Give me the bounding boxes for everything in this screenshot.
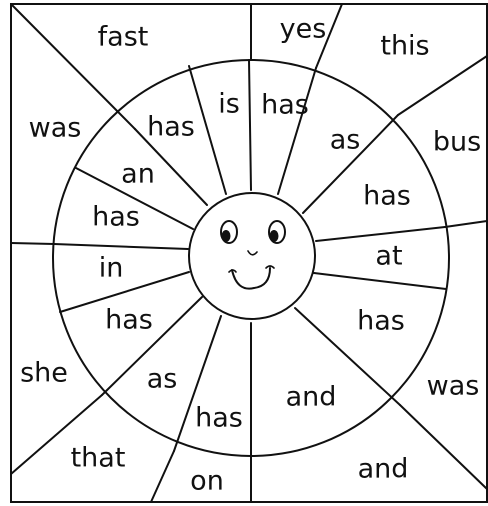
word-as: as	[146, 363, 178, 395]
left-pupil	[222, 230, 231, 242]
word-this: this	[380, 30, 430, 62]
word-that: that	[70, 442, 126, 474]
word-was: was	[28, 112, 82, 144]
word-on: on	[190, 465, 224, 497]
smile	[232, 268, 270, 289]
word-was: was	[426, 370, 480, 402]
word-yes: yes	[279, 13, 327, 45]
word-at: at	[375, 240, 403, 272]
word-bus: bus	[432, 126, 482, 158]
word-has: has	[195, 402, 243, 434]
ray-bottom-left-1	[151, 451, 174, 502]
ray-left	[11, 243, 54, 244]
inner-ray-2	[249, 60, 251, 190]
word-as: as	[329, 124, 361, 156]
word-fast: fast	[97, 21, 149, 53]
ray-right-upper	[445, 221, 487, 227]
ray-bottom-right	[400, 405, 487, 489]
word-an: an	[121, 158, 155, 190]
word-has: has	[147, 111, 195, 143]
word-is: is	[218, 88, 240, 120]
inner-ray-12	[54, 244, 188, 249]
word-she: she	[20, 357, 68, 389]
ray-top-right-2	[398, 56, 487, 115]
word-and: and	[285, 381, 337, 413]
word-has: has	[357, 305, 405, 337]
nose	[248, 251, 257, 255]
right-pupil	[270, 230, 279, 242]
word-has: has	[105, 304, 153, 336]
smiley-face-icon	[189, 193, 315, 319]
inner-ray-6	[314, 273, 446, 289]
inner-ray-3	[278, 68, 316, 194]
word-has: has	[261, 89, 309, 121]
word-has: has	[363, 180, 411, 212]
word-has: has	[92, 201, 140, 233]
word-and: and	[357, 453, 409, 485]
word-in: in	[98, 252, 124, 284]
inner-ray-5	[316, 227, 445, 241]
